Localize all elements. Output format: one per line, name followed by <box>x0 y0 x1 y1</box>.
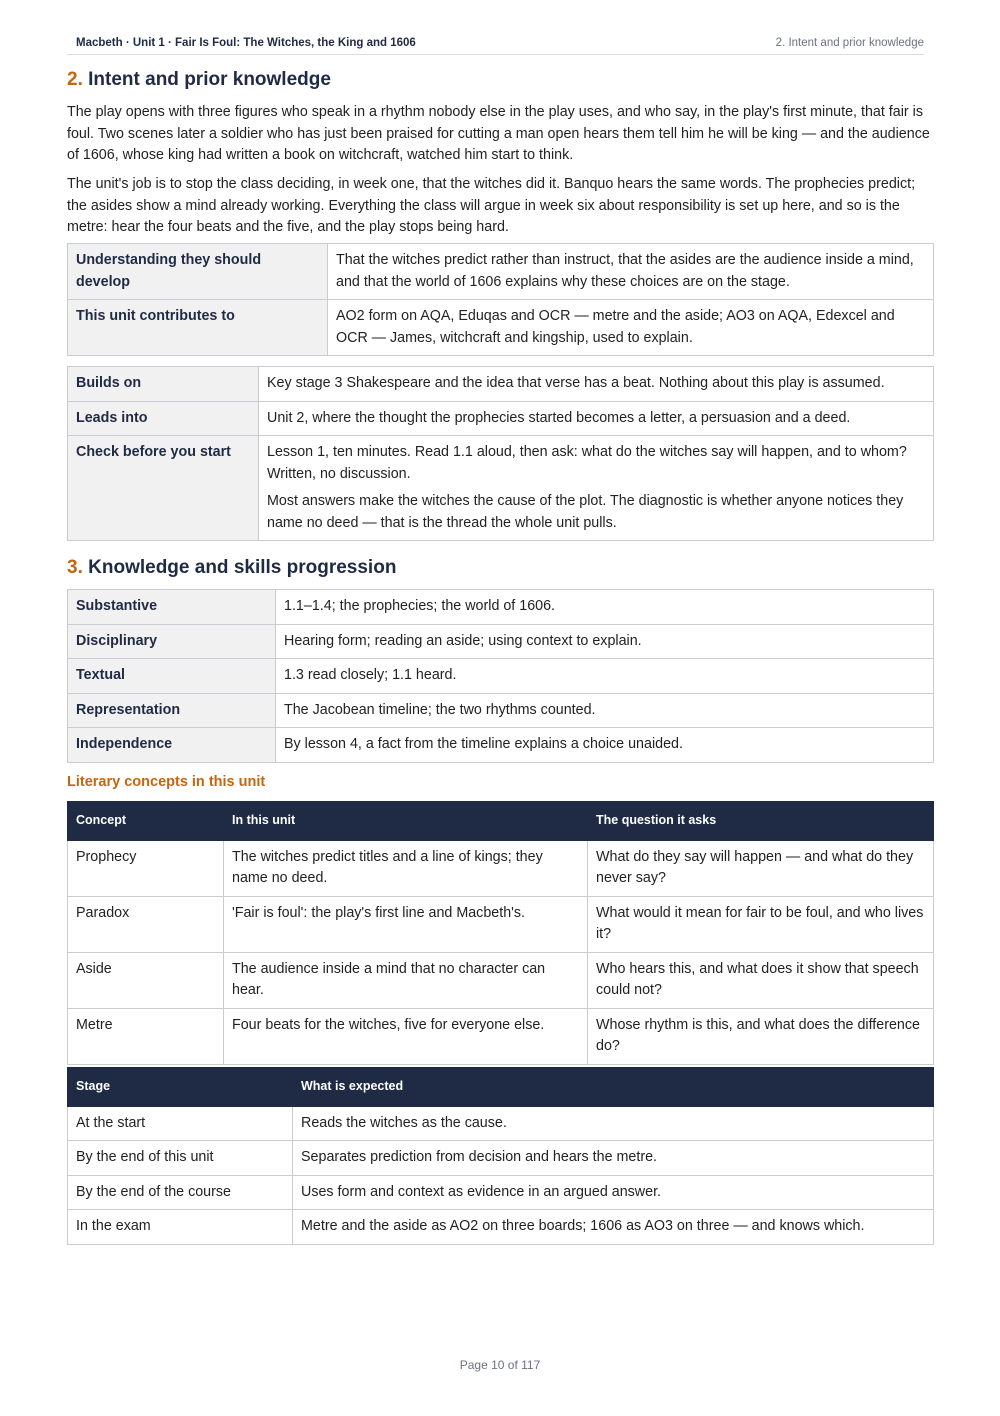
table-row <box>68 624 934 659</box>
column-header: What is expected <box>293 1068 934 1107</box>
table-row <box>68 367 934 402</box>
table-cell: Who hears this, and what does it show that speech could not? <box>588 952 934 1008</box>
row-label: Representation <box>68 693 276 728</box>
table-row <box>68 659 934 694</box>
table-cell: What do they say will happen — and what do they never say? <box>588 840 934 896</box>
section-3-title: Knowledge and skills progression <box>88 557 397 578</box>
row-value: Hearing form; reading an aside; using context to explain. <box>276 624 934 659</box>
column-header: In this unit <box>224 802 588 841</box>
row-value <box>259 436 934 541</box>
row-value: Unit 2, where the thought the prophecies started becomes a letter, a persuasion and a deed. <box>259 401 934 436</box>
table-cell: The witches predict titles and a line of kings; they name no deed. <box>224 840 588 896</box>
table-cell: Prophecy <box>68 840 224 896</box>
concepts-heading: Literary concepts in this unit <box>67 774 266 790</box>
stages-table <box>67 1067 934 1245</box>
header-title: Macbeth · Unit 1 · Fair Is Foul: The Witches, the King and 1606 <box>76 37 416 49</box>
table-cell: Four beats for the witches, five for everyone else. <box>224 1008 588 1064</box>
table-cell: By the end of the course <box>68 1175 293 1210</box>
table-row <box>68 952 934 1008</box>
table-row <box>68 436 934 541</box>
table-row <box>68 896 934 952</box>
row-value: 1.1–1.4; the prophecies; the world of 1606. <box>276 590 934 625</box>
table-cell: Aside <box>68 952 224 1008</box>
table-header-row <box>68 1068 934 1107</box>
table-row <box>68 1141 934 1176</box>
table-cell: What would it mean for fair to be foul, and who lives it? <box>588 896 934 952</box>
intent-table <box>67 243 934 356</box>
row-label: Textual <box>68 659 276 694</box>
table-row <box>68 728 934 763</box>
section-2-heading <box>67 69 331 91</box>
prior-knowledge-table <box>67 366 934 541</box>
row-label: Understanding they should develop <box>68 244 328 300</box>
section-3-heading <box>67 557 396 579</box>
table-cell: Whose rhythm is this, and what does the difference do? <box>588 1008 934 1064</box>
row-value: 1.3 read closely; 1.1 heard. <box>276 659 934 694</box>
row-value: Key stage 3 Shakespeare and the idea that verse has a beat. Nothing about this play is assumed. <box>259 367 934 402</box>
row-label: Disciplinary <box>68 624 276 659</box>
intro-paragraph-2: The unit's job is to stop the class deciding, in week one, that the witches did it. Banquo hears the same words. The prophecies predict; the asides show a mind already working. Everything the class will argue in week six about responsibility is set up here, and so is the metre: hear the four beats and the five, and the play stops being hard. <box>67 176 916 235</box>
table-row <box>68 244 934 300</box>
table-cell: Reads the witches as the cause. <box>293 1106 934 1141</box>
table-cell: At the start <box>68 1106 293 1141</box>
row-value: AO2 form on AQA, Eduqas and OCR — metre and the aside; AO3 on AQA, Edexcel and OCR — James, witchcraft and kingship, used to explain. <box>328 300 934 356</box>
column-header: Concept <box>68 802 224 841</box>
table-row <box>68 1106 934 1141</box>
table-row <box>68 1210 934 1245</box>
row-label: Check before you start <box>68 436 259 541</box>
row-value: That the witches predict rather than instruct, that the asides are the audience inside a mind, and that the world of 1606 explains why these choices are on the stage. <box>328 244 934 300</box>
progression-table <box>67 589 934 763</box>
table-cell: Separates prediction from decision and hears the metre. <box>293 1141 934 1176</box>
table-header-row <box>68 802 934 841</box>
table-row <box>68 1175 934 1210</box>
check-paragraph-1: Lesson 1, ten minutes. Read 1.1 aloud, then ask: what do the witches say will happen, and to whom? Written, no discussion. <box>267 444 907 482</box>
intro-paragraph-1: The play opens with three figures who speak in a rhythm nobody else in the play uses, and who say, in the play's first minute, that fair is foul. Two scenes later a soldier who has just been praised for cutting a man open hears them tell him he will be king — and the audience of 1606, whose king had written a book on witchcraft, watched him start to think. <box>67 104 930 163</box>
row-label: This unit contributes to <box>68 300 328 356</box>
table-cell: The audience inside a mind that no character can hear. <box>224 952 588 1008</box>
column-header: The question it asks <box>588 802 934 841</box>
table-cell: 'Fair is foul': the play's first line and Macbeth's. <box>224 896 588 952</box>
check-paragraph-2: Most answers make the witches the cause of the plot. The diagnostic is whether anyone notices they name no deed — that is the thread the whole unit pulls. <box>267 493 904 531</box>
table-row <box>68 693 934 728</box>
row-label: Builds on <box>68 367 259 402</box>
section-3-number: 3. <box>67 557 83 578</box>
header-section: 2. Intent and prior knowledge <box>775 37 924 49</box>
row-value: The Jacobean timeline; the two rhythms counted. <box>276 693 934 728</box>
row-label: Leads into <box>68 401 259 436</box>
row-label: Independence <box>68 728 276 763</box>
table-cell: Paradox <box>68 896 224 952</box>
row-label: Substantive <box>68 590 276 625</box>
column-header: Stage <box>68 1068 293 1107</box>
table-row <box>68 401 934 436</box>
table-cell: Uses form and context as evidence in an argued answer. <box>293 1175 934 1210</box>
table-cell: By the end of this unit <box>68 1141 293 1176</box>
running-header <box>67 37 924 55</box>
page-number: Page 10 of 117 <box>459 1358 541 1372</box>
table-row <box>68 300 934 356</box>
section-2-title: Intent and prior knowledge <box>88 69 331 90</box>
row-value: By lesson 4, a fact from the timeline explains a choice unaided. <box>276 728 934 763</box>
table-cell: Metre <box>68 1008 224 1064</box>
table-row <box>68 590 934 625</box>
table-row <box>68 840 934 896</box>
concepts-table <box>67 801 934 1065</box>
table-cell: Metre and the aside as AO2 on three boards; 1606 as AO3 on three — and knows which. <box>293 1210 934 1245</box>
table-cell: In the exam <box>68 1210 293 1245</box>
section-2-number: 2. <box>67 69 83 90</box>
table-row <box>68 1008 934 1064</box>
